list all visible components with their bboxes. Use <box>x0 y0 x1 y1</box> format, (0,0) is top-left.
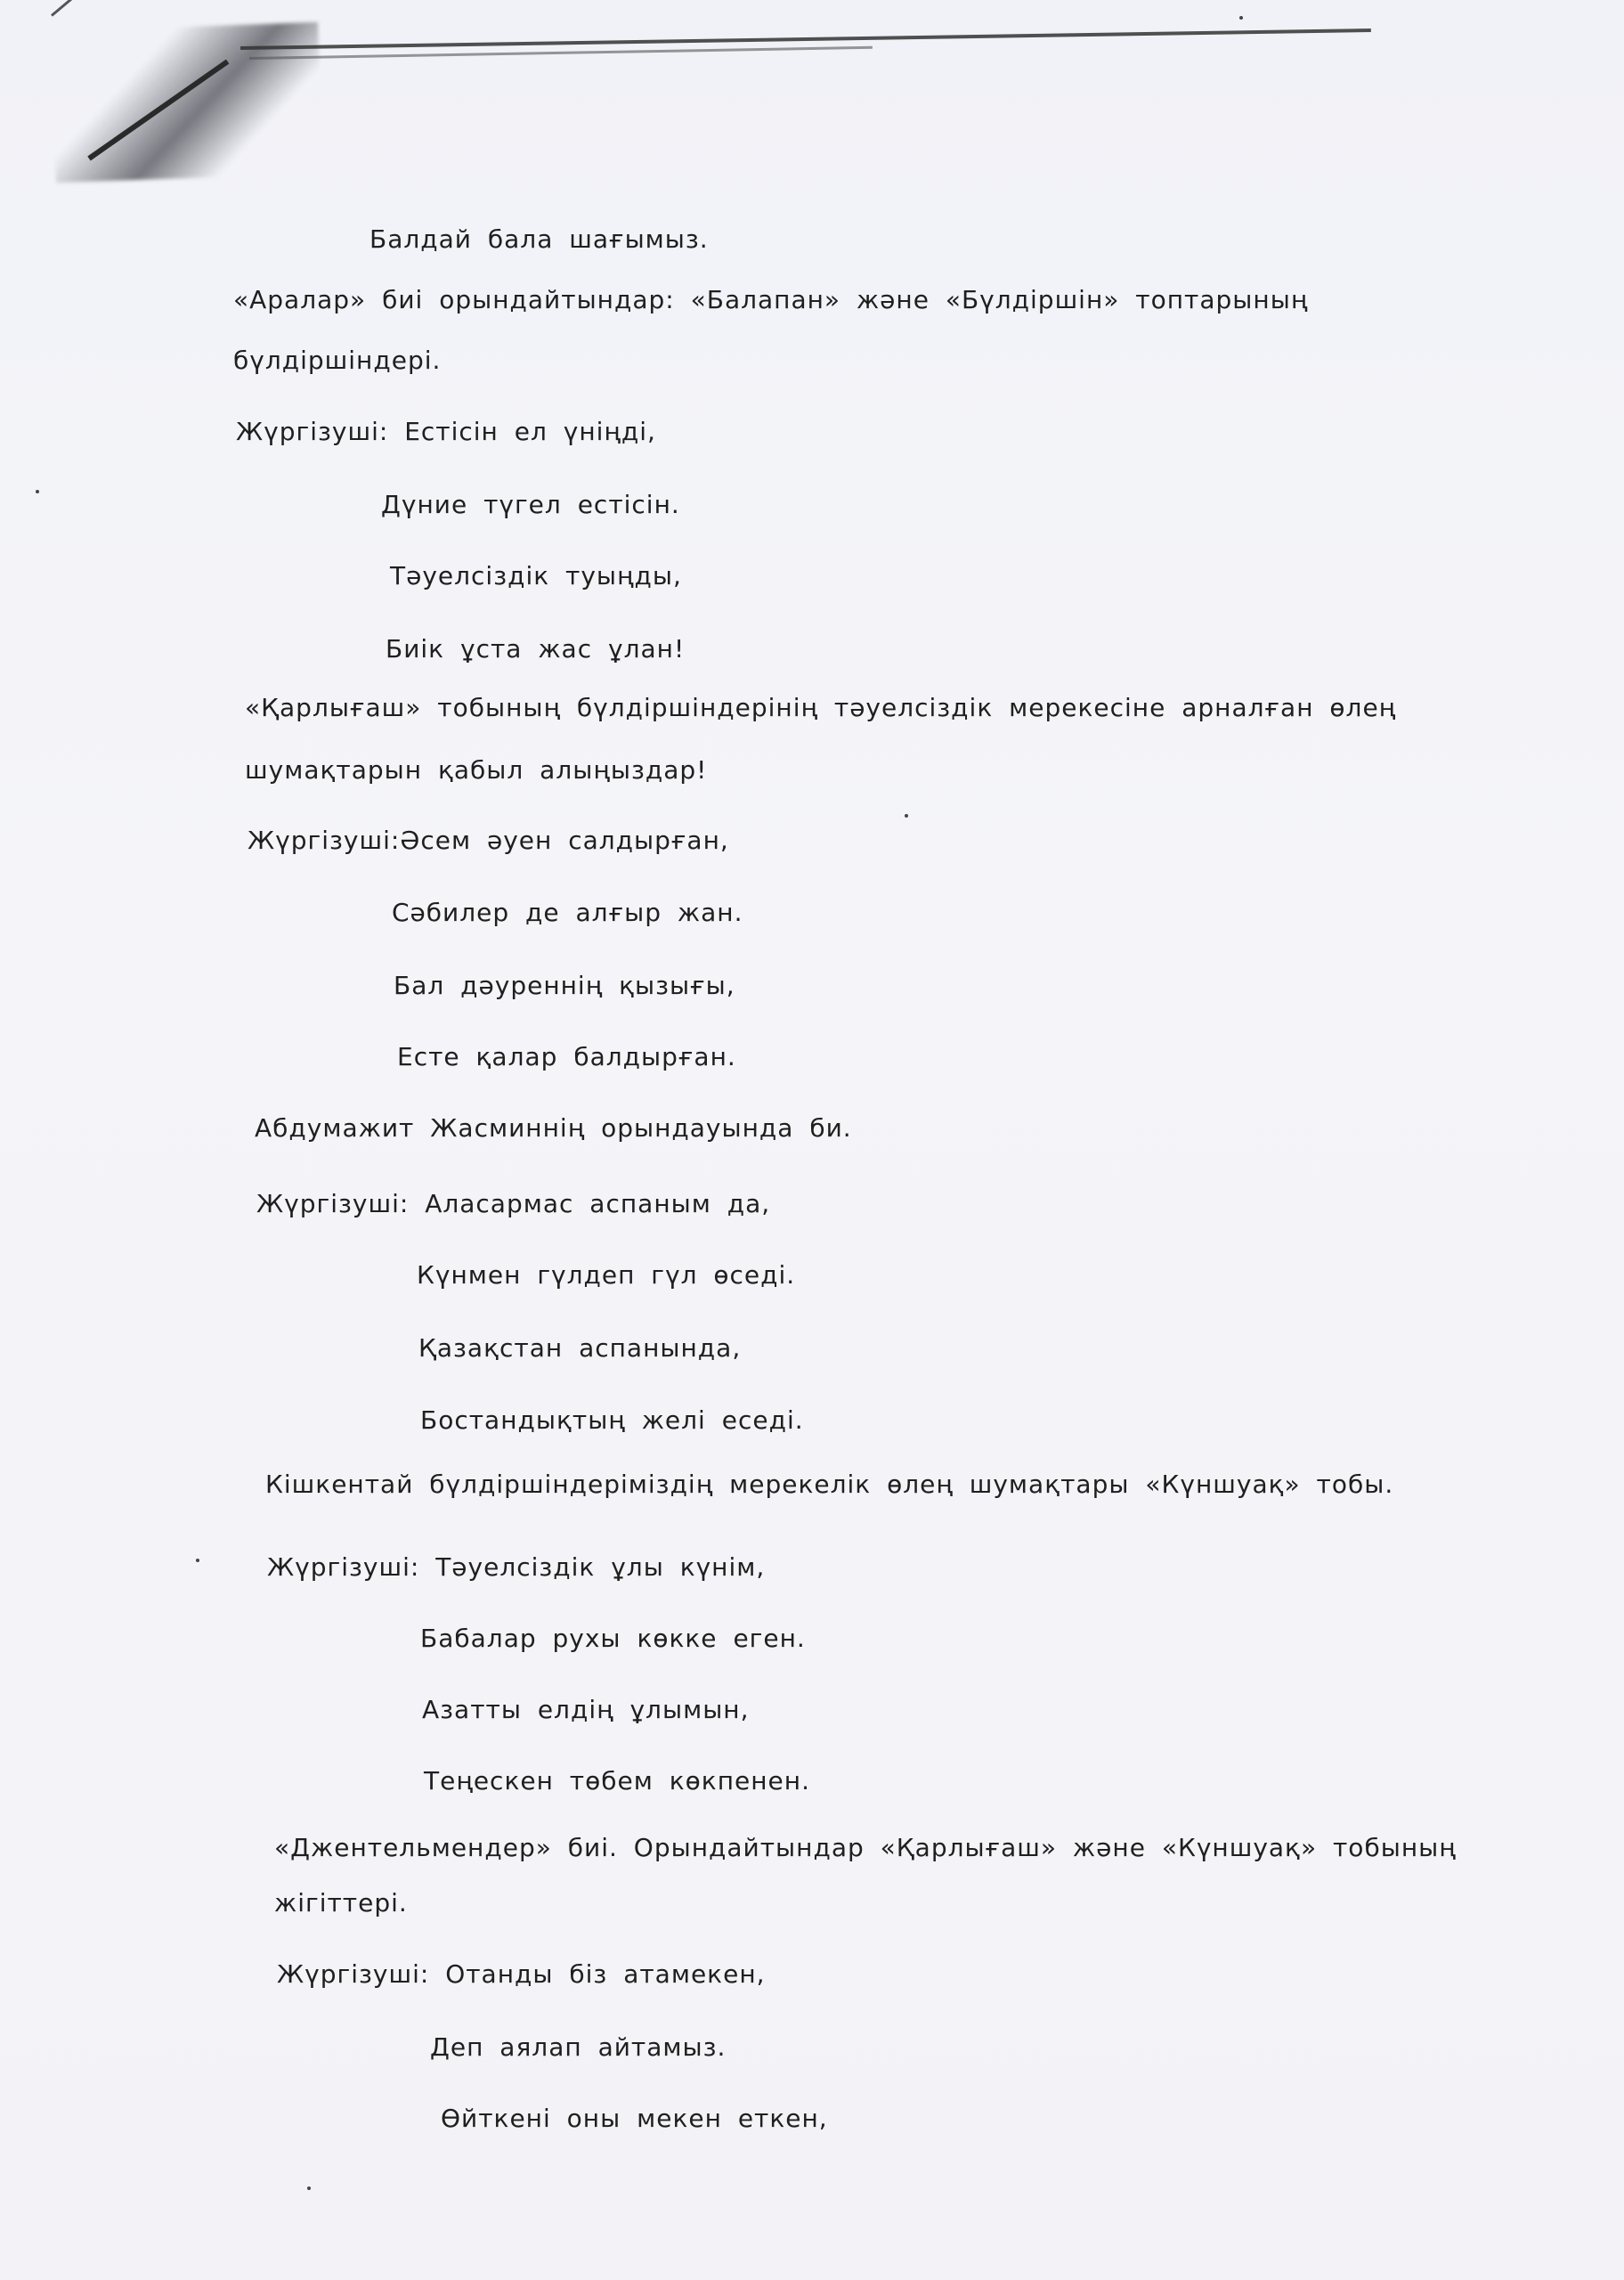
text-line: шумақтарын қабыл алыңыздар! <box>245 755 708 785</box>
text-line: Тәуелсіздік туыңды, <box>390 561 682 590</box>
text-line: Азатты елдің ұлымын, <box>422 1695 750 1724</box>
text-line: Жүргізуші: Отанды біз атамекен, <box>277 1959 766 1989</box>
scan-streak <box>51 0 134 17</box>
text-line: Биік ұста жас ұлан! <box>386 634 686 664</box>
text-line: Күнмен гүлдеп гүл өседі. <box>417 1260 796 1290</box>
text-line: Сәбилер де алғыр жан. <box>392 898 743 927</box>
text-line: Өйткені оны мекен еткен, <box>441 2104 828 2133</box>
text-line: Жүргізуші: Аласармас аспаным да, <box>256 1189 771 1218</box>
text-line: Бабалар рухы көкке еген. <box>420 1624 806 1653</box>
scan-speck <box>36 490 39 493</box>
text-line: Есте қалар балдырған. <box>397 1042 736 1071</box>
text-line: Кішкентай бүлдіршіндеріміздің мерекелік өлең шумақтары «Күншуақ» тобы. <box>265 1470 1394 1499</box>
text-line: жігіттері. <box>274 1888 408 1918</box>
text-line: «Аралар» биі орындайтындар: «Балапан» және «Бүлдіршін» топтарының <box>233 285 1309 314</box>
text-line: Дүние түгел естісін. <box>381 490 680 519</box>
text-line: «Қарлығаш» тобының бүлдіршіндерінің тәуелсіздік мерекесіне арналған өлең <box>245 693 1397 722</box>
text-line: Бал дәуреннің қызығы, <box>394 971 735 1000</box>
text-line: Балдай бала шағымыз. <box>369 224 709 254</box>
text-line: «Джентельмендер» биі. Орындайтындар «Қарлығаш» және «Күншуақ» тобының <box>274 1833 1457 1862</box>
text-line: Жүргізуші: Естісін ел үніңді, <box>236 417 656 446</box>
scan-speck <box>905 814 908 818</box>
text-line: Жүргізуші:Әсем әуен салдырған, <box>248 826 729 855</box>
text-line: Бостандықтың желі еседі. <box>420 1405 804 1435</box>
scan-speck <box>307 2186 311 2190</box>
scan-speck <box>1239 16 1243 20</box>
text-line: Абдумажит Жасминнің орындауында би. <box>255 1113 852 1143</box>
text-line: бүлдіршіндері. <box>233 346 442 375</box>
text-line: Жүргізуші: Тәуелсіздік ұлы күнім, <box>267 1552 766 1582</box>
scan-speck <box>196 1559 199 1562</box>
text-line: Деп аялап айтамыз. <box>430 2032 727 2062</box>
text-line: Теңескен төбем көкпенен. <box>424 1766 810 1796</box>
text-line: Қазақстан аспанында, <box>418 1333 742 1363</box>
